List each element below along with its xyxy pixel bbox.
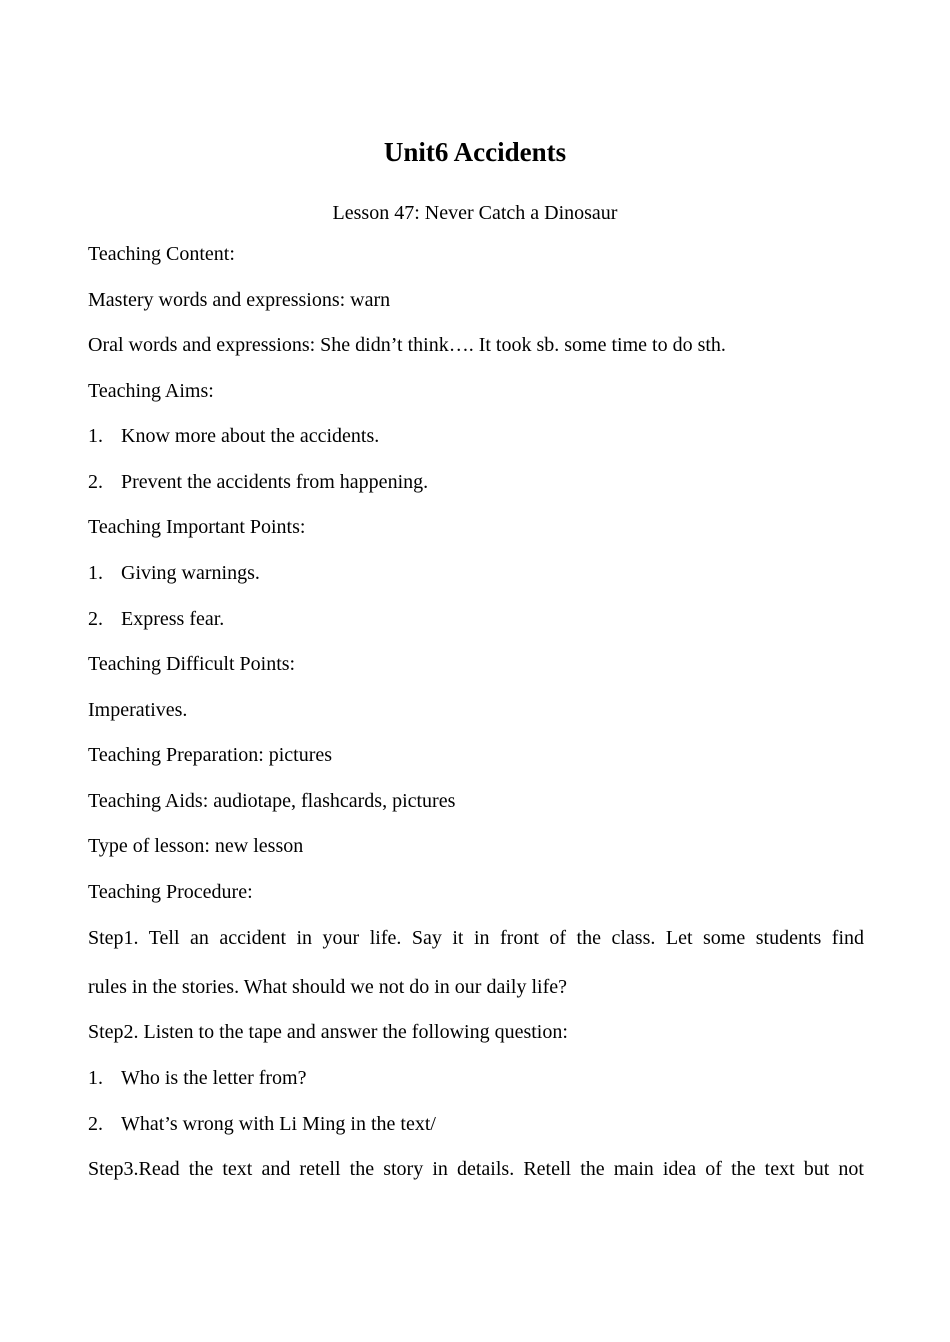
teaching-aims-heading: Teaching Aims: — [88, 380, 214, 402]
question-number: 2. — [88, 1113, 103, 1135]
step1-line-1: Step1. Tell an accident in your life. Say it in front of the class. Let some students find — [88, 927, 864, 949]
important-point-number: 1. — [88, 562, 103, 584]
step2-line: Step2. Listen to the tape and answer the following question: — [88, 1021, 568, 1043]
important-point-item — [88, 606, 864, 632]
step3-line-1: Step3.Read the text and retell the story in details. Retell the main idea of the text but not — [88, 1158, 864, 1180]
aim-item — [88, 423, 864, 449]
aim-item-number: 1. — [88, 425, 103, 447]
question-text: Who is the letter from? — [121, 1067, 307, 1089]
important-point-text: Express fear. — [121, 608, 225, 630]
step1-line-2: rules in the stories. What should we not do in our daily life? — [88, 976, 567, 998]
document-title: Unit6 Accidents — [383, 137, 567, 167]
aim-item — [88, 469, 864, 495]
aim-item-text: Know more about the accidents. — [121, 425, 380, 447]
aim-item-number: 2. — [88, 471, 103, 493]
teaching-content-heading: Teaching Content: — [88, 243, 235, 265]
question-item — [88, 1111, 864, 1137]
difficult-points-heading: Teaching Difficult Points: — [88, 653, 296, 675]
teaching-aids-line: Teaching Aids: audiotape, flashcards, pictures — [88, 790, 456, 812]
important-point-item — [88, 560, 864, 586]
lesson-type-line: Type of lesson: new lesson — [88, 835, 304, 857]
question-number: 1. — [88, 1067, 103, 1089]
difficult-points-text: Imperatives. — [88, 699, 188, 721]
teaching-procedure-heading: Teaching Procedure: — [88, 881, 253, 903]
important-points-heading: Teaching Important Points: — [88, 516, 306, 538]
mastery-words-line: Mastery words and expressions: warn — [88, 289, 391, 311]
important-point-text: Giving warnings. — [121, 562, 260, 584]
question-text: What’s wrong with Li Ming in the text/ — [121, 1113, 436, 1135]
important-point-number: 2. — [88, 608, 103, 630]
lesson-subtitle: Lesson 47: Never Catch a Dinosaur — [332, 202, 618, 224]
teaching-preparation-line: Teaching Preparation: pictures — [88, 744, 333, 766]
aim-item-text: Prevent the accidents from happening. — [121, 471, 429, 493]
question-item — [88, 1065, 864, 1091]
oral-words-line: Oral words and expressions: She didn’t think…. It took sb. some time to do sth. — [88, 334, 726, 356]
